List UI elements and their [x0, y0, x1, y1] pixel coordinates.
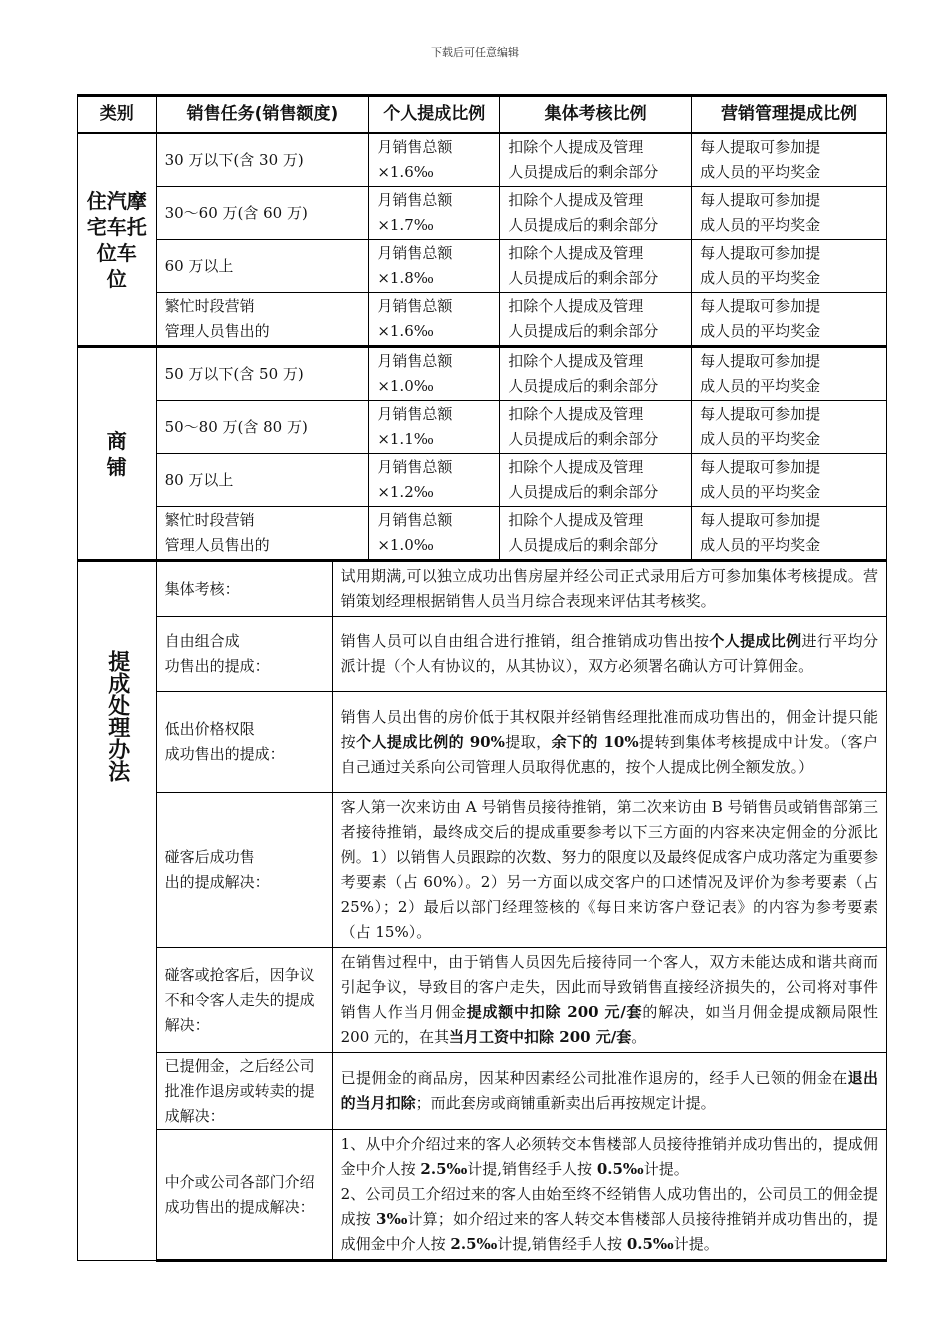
text-span: 提转到集体考核提成中计发。（客户自己通过关系向公司管理人员取得优惠的，按个人提成比例全额发放。）: [340, 732, 878, 776]
method-row: [78, 793, 887, 948]
collective-cell: 扣除个人提成及管理 人员提成后的剩余部分: [500, 347, 692, 401]
collective-cell: 扣除个人提成及管理 人员提成后的剩余部分: [500, 187, 692, 240]
rate-cell: 月销售总额×1.6‰: [369, 133, 500, 187]
text-span: 计提。: [673, 1235, 719, 1253]
method-row: [78, 561, 887, 617]
collective-cell: 扣除个人提成及管理 人员提成后的剩余部分: [500, 293, 692, 347]
mgmt-cell: 每人提取可参加提 成人员的平均奖金: [692, 347, 887, 401]
table-row: [78, 507, 887, 561]
rate-cell: 月销售总额×1.7‰: [369, 187, 500, 240]
text-span: 进行平均分派计提（个人有协议的，从其协议），双方必须署名确认方可计算佣金。: [340, 632, 878, 675]
mgmt-cell: 每人提取可参加提 成人员的平均奖金: [692, 401, 887, 454]
text-span: 1、从中介介绍过来的客人必须转交本售楼部人员接待推销并成功售出的，提成佣金中介人按: [340, 1135, 878, 1178]
header-row: [78, 96, 887, 134]
category-residential-parking: 住汽摩 宅车托 位车 位: [78, 133, 157, 347]
mgmt-cell: 每人提取可参加提 成人员的平均奖金: [692, 133, 887, 187]
task-cell: 繁忙时段营销 管理人员售出的: [156, 293, 369, 347]
rate-cell: 月销售总额×1.2‰: [369, 454, 500, 507]
method-row: [78, 948, 887, 1053]
bold-text: 当月工资中扣除 200 元/套: [449, 1028, 632, 1046]
method-desc: [332, 1130, 886, 1261]
task-cell: 50～80 万(含 80 万): [156, 401, 369, 454]
text-span: 客人第一次来访由 A 号销售员接待推销，第二次来访由 B 号销售员或销售部第三者接待推销，最终成交后的提成重要参考以下三方面的内容来决定佣金的分派比例。1）以销售人员跟踪的次数、努力的限度以及最终促成客户成功落定为重要参考要素（占 60%）。2）另一方面以成交客户的口述情况及评价为参考要素（占 25%）；2）最后以部门经理签核的《每日来访客户登记表》的内容为参考要素（占 15%）。: [340, 798, 878, 941]
method-desc: [332, 1053, 886, 1130]
header-sales-task: 销售任务(销售额度): [156, 96, 369, 134]
collective-cell: 扣除个人提成及管理 人员提成后的剩余部分: [500, 240, 692, 293]
method-label: 中介或公司各部门介绍成功售出的提成解决：: [156, 1130, 332, 1261]
task-cell: 80 万以上: [156, 454, 369, 507]
task-cell: 50 万以下(含 50 万): [156, 347, 369, 401]
task-cell: 60 万以上: [156, 240, 369, 293]
text-span: ；而此套房或商铺重新卖出后再按规定计提。: [415, 1094, 716, 1112]
text-span: 计提,销售经手人按: [467, 1160, 597, 1178]
method-row: [78, 692, 887, 793]
bold-text: 2.5‰: [450, 1235, 498, 1253]
method-label: 已提佣金，之后经公司批准作退房或转卖的提成解决：: [156, 1053, 332, 1130]
bold-text: 2.5‰: [420, 1160, 468, 1178]
method-desc: [332, 948, 886, 1053]
header-personal-rate: 个人提成比例: [369, 96, 500, 134]
method-row: [78, 617, 887, 692]
table-row: [78, 240, 887, 293]
task-cell: 30 万以下(含 30 万): [156, 133, 369, 187]
commission-table-wrapper: [77, 94, 887, 1262]
method-label: 集体考核：: [156, 561, 332, 617]
text-span: 计提。 2、公司员工介绍过来的客人由始至终不经销售人成功售出的，公司员工的佣金提成按: [340, 1160, 878, 1228]
mgmt-cell: 每人提取可参加提 成人员的平均奖金: [692, 240, 887, 293]
table-row: [78, 401, 887, 454]
method-label: 自由组合成 功售出的提成：: [156, 617, 332, 692]
mgmt-cell: 每人提取可参加提 成人员的平均奖金: [692, 187, 887, 240]
method-label: 碰客后成功售 出的提成解决：: [156, 793, 332, 948]
text-span: 在销售过程中，由于销售人员因先后接待同一个客人，双方未能达成和谐共商而引起争议，导致目的客户走失，因此而导致销售直接经济损失的，公司将对事件销售人作当月佣金: [340, 953, 878, 1021]
method-row: [78, 1053, 887, 1130]
collective-cell: 扣除个人提成及管理 人员提成后的剩余部分: [500, 507, 692, 561]
bold-text: 余下的 10%: [551, 732, 639, 751]
collective-cell: 扣除个人提成及管理 人员提成后的剩余部分: [500, 133, 692, 187]
bold-text: 3‰: [375, 1210, 408, 1228]
text-span: 销售人员出售的房价低于其权限并经销售经理批准而成功售出的，佣金计提只能按: [340, 707, 878, 751]
rate-cell: 月销售总额×1.6‰: [369, 293, 500, 347]
table-row: [78, 293, 887, 347]
table-row: [78, 454, 887, 507]
collective-cell: 扣除个人提成及管理 人员提成后的剩余部分: [500, 454, 692, 507]
mgmt-cell: 每人提取可参加提 成人员的平均奖金: [692, 507, 887, 561]
method-label: 低出价格权限 成功售出的提成：: [156, 692, 332, 793]
method-desc: [332, 561, 886, 617]
bold-text: 退出的当月扣除: [340, 1069, 878, 1112]
bold-text: 个人提成比例的 90%: [356, 732, 505, 751]
category-shops: 商 铺: [78, 347, 157, 561]
rate-cell: 月销售总额×1.0‰: [369, 347, 500, 401]
text-span: 计提,销售经手人按: [497, 1235, 627, 1253]
table-row: [78, 187, 887, 240]
rate-cell: 月销售总额×1.1‰: [369, 401, 500, 454]
collective-cell: 扣除个人提成及管理 人员提成后的剩余部分: [500, 401, 692, 454]
method-row: [78, 1130, 887, 1261]
bold-text: 提成额中扣除 200 元/套: [466, 1003, 643, 1021]
table-row: [78, 347, 887, 401]
bold-text: 个人提成比例: [709, 632, 802, 650]
text-span: 试用期满,可以独立成功出售房屋并经公司正式录用后方可参加集体考核提成。营销策划经理根据销售人员当月综合表现来评估其考核奖。: [340, 567, 878, 610]
page-header-note: 下载后可任意编辑: [431, 46, 519, 59]
method-label: 碰客或抢客后，因争议不和令客人走失的提成解决：: [156, 948, 332, 1053]
rate-cell: 月销售总额×1.8‰: [369, 240, 500, 293]
commission-table: [77, 94, 887, 1262]
category-methods: 提成处理办法: [78, 561, 157, 1261]
header-mgmt-rate: 营销管理提成比例: [692, 96, 887, 134]
text-span: 的解决，如当月佣金提成额局限性 200 元的，在其: [340, 1003, 878, 1046]
text-span: 计算；如介绍过来的客人转交本售楼部人员接待推销并成功售出的，提成佣金中介人按: [340, 1210, 878, 1253]
method-desc: [332, 692, 886, 793]
text-span: 销售人员可以自由组合进行推销，组合推销成功售出按: [340, 632, 710, 650]
mgmt-cell: 每人提取可参加提 成人员的平均奖金: [692, 293, 887, 347]
text-span: 已提佣金的商品房，因某种因素经公司批准作退房的，经手人已领的佣金在: [340, 1069, 848, 1087]
header-collective-rate: 集体考核比例: [500, 96, 692, 134]
method-desc: [332, 793, 886, 948]
task-cell: 30～60 万(含 60 万): [156, 187, 369, 240]
bold-text: 0.5‰: [596, 1160, 644, 1178]
bold-text: 0.5‰: [626, 1235, 674, 1253]
header-category: 类别: [78, 96, 157, 134]
table-row: [78, 133, 887, 187]
method-desc: [332, 617, 886, 692]
rate-cell: 月销售总额×1.0‰: [369, 507, 500, 561]
mgmt-cell: 每人提取可参加提 成人员的平均奖金: [692, 454, 887, 507]
task-cell: 繁忙时段营销 管理人员售出的: [156, 507, 369, 561]
text-span: 。: [631, 1028, 647, 1046]
text-span: 提取，: [504, 732, 552, 751]
